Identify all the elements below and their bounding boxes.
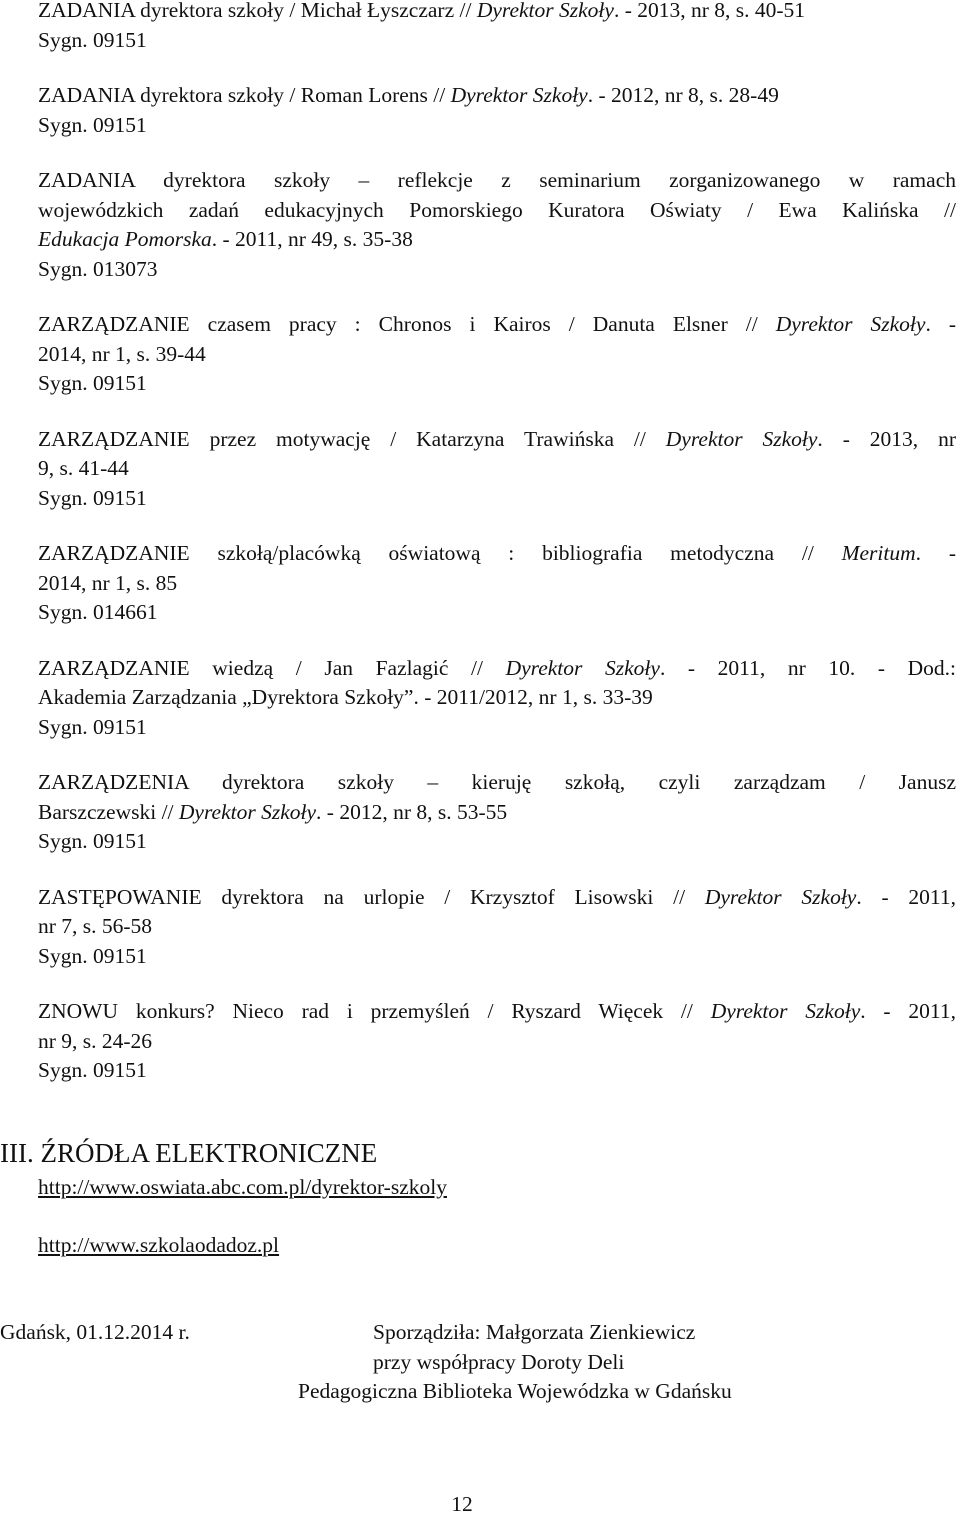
cooperation: przy współpracy Doroty Deli xyxy=(373,1349,625,1374)
entry-text: . - 2011, nr 49, s. 35-38 xyxy=(211,227,413,251)
entry-line xyxy=(38,225,956,255)
entry-text: . - 2011, xyxy=(856,884,956,909)
entry-line xyxy=(38,912,956,942)
journal-title: Dyrektor Szkoły xyxy=(665,426,818,451)
place-date: Gdańsk, 01.12.2014 r. xyxy=(0,1320,190,1344)
call-number: Sygn. 09151 xyxy=(38,829,147,853)
call-number: Sygn. 09151 xyxy=(38,1058,147,1082)
bibliography-entry xyxy=(38,0,956,55)
journal-title: Dyrektor Szkoły xyxy=(704,884,857,909)
entry-text: ZARZĄDZANIE przez motywację / Katarzyna Trawińska // xyxy=(38,426,666,451)
link-szkolaodadoz[interactable]: http://www.szkolaodadoz.pl xyxy=(38,1233,280,1257)
entry-text: . - 2011, xyxy=(860,999,956,1023)
entry-text: . - 2011, nr 10. - Dod.: xyxy=(659,655,956,680)
call-number: Sygn. 013073 xyxy=(38,256,158,281)
bibliography-entry xyxy=(38,81,956,140)
journal-title: Dyrektor Szkoły xyxy=(476,0,614,22)
entry-line xyxy=(38,0,956,26)
journal-title: Dyrektor Szkoły xyxy=(505,655,660,680)
call-number: Sygn. 09151 xyxy=(38,714,147,739)
entry-text: 2014, nr 1, s. 39-44 xyxy=(38,341,206,366)
entry-line xyxy=(38,425,956,455)
link-oswiata[interactable]: http://www.oswiata.abc.com.pl/dyrektor-szkoly xyxy=(38,1175,447,1199)
call-number: Sygn. 09151 xyxy=(38,485,147,510)
entry-text: . - xyxy=(915,541,956,565)
entry-line xyxy=(38,454,956,484)
bibliography-entry xyxy=(38,310,956,399)
entry-text: Akademia Zarządzania „Dyrektora Szkoły”. - 2011/2012, nr 1, s. 33-39 xyxy=(38,685,653,709)
call-number: Sygn. 09151 xyxy=(38,943,147,968)
journal-title: Meritum xyxy=(841,541,916,565)
entry-line xyxy=(38,539,956,569)
entry-line xyxy=(38,1027,956,1057)
entry-line xyxy=(38,310,956,340)
entry-line xyxy=(38,683,956,713)
entry-line xyxy=(38,166,956,196)
entry-line xyxy=(38,340,956,370)
entry-text: wojewódzkich zadań edukacyjnych Pomorskiego Kuratora Oświaty / Ewa Kalińska // xyxy=(38,197,956,222)
journal-title: Dyrektor Szkoły xyxy=(450,83,588,107)
page-number: 12 xyxy=(451,1492,473,1516)
bibliography-entry xyxy=(38,166,956,284)
entry-text: ZARZĄDZANIE czasem pracy : Chronos i Kairos / Danuta Elsner // xyxy=(38,312,776,336)
entry-text: ZASTĘPOWANIE dyrektora na urlopie / Krzysztof Lisowski // xyxy=(38,884,705,909)
entry-text: . - 2012, nr 8, s. 53-55 xyxy=(316,799,508,824)
entry-line xyxy=(38,768,956,798)
entry-text: nr 9, s. 24-26 xyxy=(38,1028,153,1053)
call-number: Sygn. 09151 xyxy=(38,371,147,395)
bibliography-entry xyxy=(38,425,956,514)
entry-text: 9, s. 41-44 xyxy=(38,456,129,480)
entry-text: nr 7, s. 56-58 xyxy=(38,914,153,938)
entry-text: ZARZĄDZANIE wiedzą / Jan Fazlagić // xyxy=(38,655,506,680)
journal-title: Edukacja Pomorska xyxy=(38,227,212,251)
call-number: Sygn. 09151 xyxy=(38,112,147,137)
entry-text: Barszczewski // xyxy=(38,799,179,824)
entry-text: 2014, nr 1, s. 85 xyxy=(38,570,178,595)
entry-text: . - 2012, nr 8, s. 28-49 xyxy=(587,83,779,107)
bibliography-entry xyxy=(38,768,956,857)
bibliography-list xyxy=(38,0,956,1112)
entry-text: ZNOWU konkurs? Nieco rad i przemyśleń / Ryszard Więcek // xyxy=(38,999,711,1023)
bibliography-entry xyxy=(38,654,956,743)
journal-title: Dyrektor Szkoły xyxy=(775,312,926,336)
entry-text: ZARZĄDZANIE szkołą/placówką oświatową : bibliografia metodyczna // xyxy=(38,541,842,565)
entry-line xyxy=(38,569,956,599)
entry-text: . - 2013, nr 8, s. 40-51 xyxy=(613,0,806,22)
entry-text: . - xyxy=(925,312,956,336)
signature-block xyxy=(298,1318,818,1407)
entry-line xyxy=(38,997,956,1027)
entry-text: ZADANIA dyrektora szkoły / Roman Lorens // xyxy=(38,83,451,107)
entry-text: ZADANIA dyrektora szkoły / Michał Łyszczarz // xyxy=(38,0,477,22)
bibliography-entry xyxy=(38,997,956,1086)
entry-line xyxy=(38,196,956,226)
institution: Pedagogiczna Biblioteka Wojewódzka w Gdańsku xyxy=(298,1379,732,1403)
journal-title: Dyrektor Szkoły xyxy=(710,999,861,1023)
entry-line xyxy=(38,798,956,828)
entry-line xyxy=(38,883,956,913)
journal-title: Dyrektor Szkoły xyxy=(178,799,317,824)
call-number: Sygn. 09151 xyxy=(38,27,147,52)
section-heading: III. ŹRÓDŁA ELEKTRONICZNE xyxy=(0,1138,378,1168)
entry-text: ZADANIA dyrektora szkoły – reflekcje z seminarium zorganizowanego w ramach xyxy=(38,168,956,192)
entry-line xyxy=(38,81,956,111)
call-number: Sygn. 014661 xyxy=(38,600,158,624)
prepared-by: Sporządziła: Małgorzata Zienkiewicz xyxy=(373,1320,696,1344)
entry-text: ZARZĄDZENIA dyrektora szkoły – kieruję szkołą, czyli zarządzam / Janusz xyxy=(38,770,956,794)
bibliography-entry xyxy=(38,883,956,972)
entry-text: . - 2013, nr xyxy=(817,426,956,451)
entry-line xyxy=(38,654,956,684)
bibliography-entry xyxy=(38,539,956,628)
